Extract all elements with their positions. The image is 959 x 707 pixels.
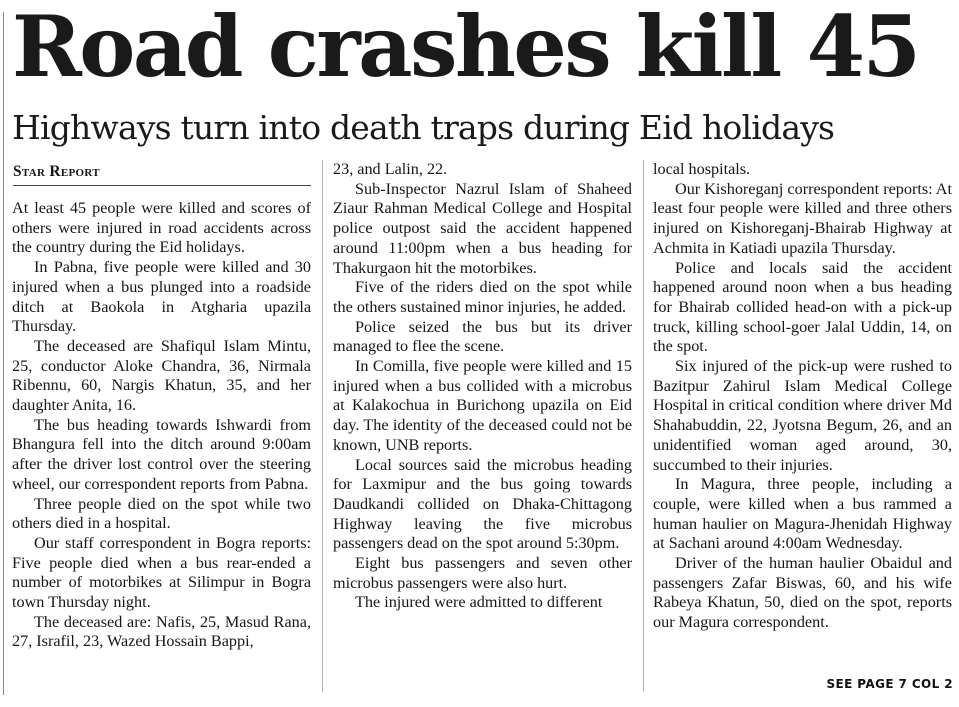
paragraph: Eight bus passengers and seven other microbus passengers were also hurt. [333, 554, 632, 592]
paragraph: The deceased are Shafiqul Islam Mintu, 25, conductor Aloke Chandra, 36, Nirmala Ribennu, 60, Nargis Khatun, 35, and her daughter Anita, 16. [12, 336, 311, 415]
column-divider [643, 160, 644, 692]
column-divider [322, 160, 323, 692]
article-column-3 [653, 160, 952, 633]
paragraph: The deceased are: Nafis, 25, Masud Rana, 27, Israfil, 23, Wazed Hossain Bappi, [12, 612, 311, 651]
paragraph: The bus heading towards Ishwardi from Bhangura fell into the ditch around 9:00am after the driver lost control over the steering wheel, our correspondent reports from Pabna. [12, 415, 311, 493]
paragraph: Local sources said the microbus heading for Laxmipur and the bus going towards Daudkandi collided on Dhaka-Chittagong Highway leaving the five microbus passengers dead on the spot around 5:30pm. [333, 455, 632, 553]
paragraph: Six injured of the pick-up were rushed to Bazitpur Zahirul Islam Medical College Hospital in critical condition where driver Md Shahabuddin, 22, Jyotsna Begum, 26, and an unidentified woman aged around, 30, succumbed to their injuries. [653, 357, 952, 474]
paragraph: Police seized the bus but its driver managed to flee the scene. [333, 317, 632, 356]
paragraph: Sub-Inspector Nazrul Islam of Shaheed Ziaur Rahman Medical College and Hospital police outpost said the accident happened around 11:00pm when a bus heading for Thakurgaon hit the motorbikes. [333, 179, 632, 277]
paragraph: Driver of the human haulier Obaidul and passengers Zafar Biswas, 60, and his wife Rabeya Khatun, 50, died on the spot, reports our Magura correspondent. [653, 554, 952, 632]
paragraph: In Comilla, five people were killed and 15 injured when a bus collided with a microbus at Kalakochua in Burichong upazila on Eid day. The identity of the deceased could not be known, UNB reports. [333, 357, 632, 454]
paragraph: At least 45 people were killed and scores of others were injured in road accidents across the country during the Eid holidays. [12, 199, 311, 257]
paragraph: Police and locals said the accident happened around noon when a bus heading for Bhairab collided head-on with a pick-up truck, killing school-goer Jalal Uddin, 14, on the spot. [653, 258, 952, 356]
left-margin-rule [3, 12, 4, 695]
subheadline: Highways turn into death traps during Eid holidays [12, 108, 835, 147]
paragraph: Our Kishoreganj correspondent reports: At least four people were killed and three others injured on Kishoreganj-Bhairab Highway at Achmita in Katiadi upazila Thursday. [653, 179, 952, 257]
paragraph: Five of the riders died on the spot while the others sustained minor injuries, he added. [333, 278, 632, 316]
continuation-line: SEE PAGE 7 COL 2 [826, 677, 953, 691]
headline: Road crashes kill 45 [12, 0, 919, 96]
byline: Star Report [13, 161, 311, 186]
paragraph: In Pabna, five people were killed and 30 injured when a bus plunged into a roadside ditch at Baokola in Atgharia upazila Thursday. [12, 258, 311, 336]
paragraph: The injured were admitted to different [355, 593, 603, 612]
paragraph: 23, and Lalin, 22. [333, 160, 448, 178]
article-column-1 [12, 199, 311, 652]
paragraph: In Magura, three people, including a couple, were killed when a bus rammed a human haulier on Magura-Jhenidah Highway at Sachani around 4:00am Wednesday. [653, 475, 952, 553]
paragraph: Three people died on the spot while two others died in a hospital. [12, 494, 311, 533]
article-column-2 [333, 160, 632, 613]
paragraph: local hospitals. [653, 160, 751, 178]
paragraph: Our staff correspondent in Bogra reports: Five people died when a bus rear-ended a number of motorbikes at Silimpur in Bogra town Thursday night. [12, 533, 311, 612]
